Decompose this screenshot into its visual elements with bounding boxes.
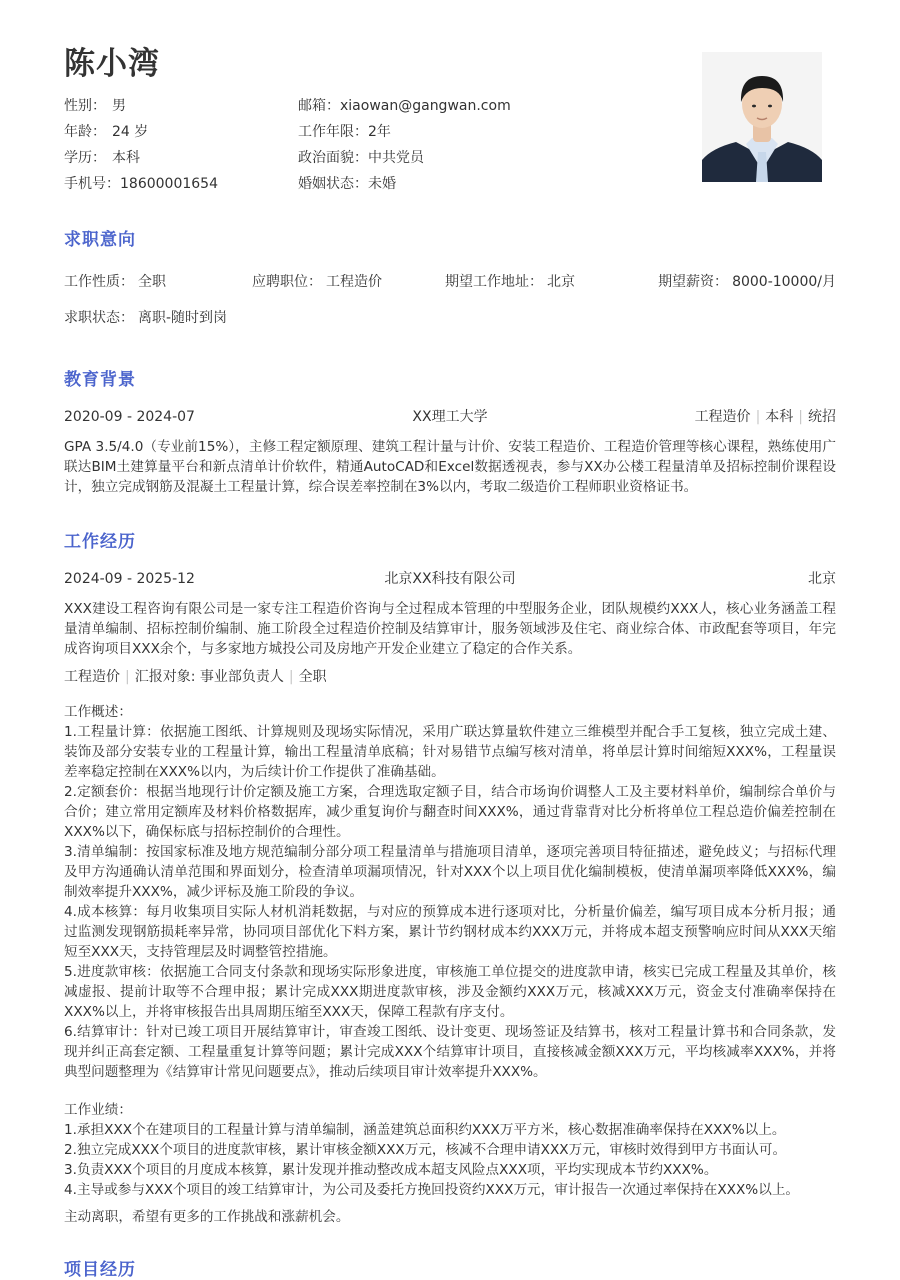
intent-type-label: 工作性质：: [64, 274, 134, 290]
email-field: [298, 93, 511, 119]
overview-item: 3.清单编制：按国家标准及地方规范编制分部分项工程量清单与措施项目清单，逐项完善项目特征描述，避免歧义；与招标代理及甲方沟通确认清单范围和界面划分，检查清单项漏项情况，针对XXX个以上项目优化编制模板，使清单漏项率降低XXX%，编制效率提升XXX%，减少评标及施工阶段的争议。: [64, 844, 836, 900]
work-tags: [64, 667, 836, 687]
intent-salary: [658, 271, 836, 293]
achievement-item: 1.承担XXX个在建项目的工程量计算与清单编制，涵盖建筑总面积约XXX万平方米，核心数据准确率保持在XXX%以上。: [64, 1122, 786, 1138]
email-value: xiaowan@gangwan.com: [340, 98, 511, 114]
intent-salary-value: 8000-10000/月: [732, 274, 836, 290]
phone-field: [64, 171, 218, 197]
work-role: 工程造价: [64, 669, 120, 685]
work-company: 北京XX科技有限公司: [384, 571, 516, 587]
divider: |: [755, 409, 761, 425]
intent-salary-label: 期望薪资：: [658, 274, 729, 290]
political-value: 中共党员: [368, 150, 424, 166]
intent-location-value: 北京: [547, 274, 575, 290]
intent-status: [64, 307, 227, 329]
info-row: [64, 171, 624, 197]
marital-value: 未婚: [368, 176, 396, 192]
email-label: 邮箱：: [298, 98, 340, 114]
company-intro: XXX建设工程咨询有限公司是一家专注工程造价咨询与全过程成本管理的中型服务企业，团队规模约XXX人，核心业务涵盖工程量清单编制、招标控制价编制、施工阶段全过程造价控制及结算审计，服务领域涉及住宅、商业综合体、市政配套等项目，年完成咨询项目XXX余个，与多家地方城投公司及房地产开发企业建立了稳定的合作关系。: [64, 601, 836, 657]
years-label: 工作年限：: [298, 124, 368, 140]
age-field: [64, 119, 148, 145]
avatar-illustration: [702, 52, 822, 182]
years-value: 2年: [368, 124, 391, 140]
achievements-label: 工作业绩：: [64, 1102, 132, 1118]
profile-photo: [702, 52, 822, 182]
overview-item: 6.结算审计：针对已竣工项目开展结算审计，审查竣工图纸、设计变更、现场签证及结算书，核对工程量计算书和合同条款，发现并纠正高套定额、工程量重复计算等问题；累计完成XXX个结算审计项目，直接核减金额XXX万元，平均核减率XXX%，并将典型问题整理为《结算审计常见问题要点》，推动后续项目审计效率提升XXX%。: [64, 1024, 836, 1080]
political-label: 政治面貌：: [298, 150, 368, 166]
work-section-title: 工作经历: [64, 532, 136, 552]
work-city: 北京: [808, 571, 836, 587]
info-row: [64, 93, 624, 119]
intent-position: [252, 271, 382, 293]
intent-status-value: 离职-随时到岗: [138, 310, 228, 326]
info-row: [64, 145, 624, 171]
marital-field: [298, 171, 396, 197]
intent-position-value: 工程造价: [326, 274, 382, 290]
info-row: [64, 119, 624, 145]
political-field: [298, 145, 424, 171]
gender-field: [64, 93, 126, 119]
personal-info: [64, 93, 624, 197]
overview-label: 工作概述：: [64, 704, 132, 720]
education-description: GPA 3.5/4.0（专业前15%），主修工程定额原理、建筑工程计量与计价、安装工程造价、工程造价管理等核心课程，熟练使用广联达BIM土建算量平台和新点清单计价软件，精通AutoCAD和Excel数据透视表，参与XX办公楼工程量清单及招标控制价课程设计，独立完成钢筋及混凝土工程量计算，综合误差率控制在3%以内，考取二级造价工程师职业资格证书。: [64, 439, 836, 495]
intent-location: [445, 271, 575, 293]
work-report: 汇报对象: 事业部负责人: [134, 669, 284, 685]
divider: |: [125, 669, 130, 685]
education-type: 统招: [808, 409, 836, 425]
overview-item: 5.进度款审核：依据施工合同支付条款和现场实际形象进度，审核施工单位提交的进度款申请，核实已完成工程量及其单价，核减虚报、提前计取等不合理申报；累计完成XXX期进度款审核，涉及金额约XXX万元，核减XXX万元，资金支付准确率保持在XXX%以上，并将审核报告出具周期压缩至XXX天，保障工程款有序支付。: [64, 964, 836, 1020]
gender-label: 性别：: [64, 98, 106, 114]
divider: |: [288, 669, 294, 685]
education-degree: 本科: [765, 409, 794, 425]
degree-value: 本科: [112, 150, 140, 166]
education-header-row: [64, 406, 836, 428]
phone-value: 18600001654: [120, 176, 218, 192]
education-tags: [695, 406, 836, 428]
degree-label: 学历：: [64, 150, 106, 166]
intent-section-title: 求职意向: [64, 230, 136, 250]
years-field: [298, 119, 391, 145]
projects-section-title: 项目经历: [64, 1260, 136, 1280]
education-section-title: 教育背景: [64, 370, 136, 390]
intent-row: [64, 307, 836, 329]
overview-item: 2.定额套价：根据当地现行计价定额及施工方案，合理选取定额子目，结合市场询价调整人工及主要材料单价，编制综合单价与合价；建立常用定额库及材料价格数据库，减少重复询价与翻查时间XXX%，通过背靠背对比分析将单位工程总造价偏差控制在XXX%以下，确保标底与招标控制价的合理性。: [64, 784, 836, 840]
work-job-type: 全职: [298, 669, 327, 685]
work-period: 2024-09 - 2025-12: [64, 571, 195, 587]
education-period: 2020-09 - 2024-07: [64, 409, 195, 425]
achievement-item: 3.负责XXX个项目的月度成本核算，累计发现并推动整改成本超支风险点XXX项，平均实现成本节约XXX%。: [64, 1162, 718, 1178]
education-school: XX理工大学: [412, 409, 488, 425]
overview-item: 1.工程量计算：依据施工图纸、计算规则及现场实际情况，采用广联达算量软件建立三维模型并配合手工复核，独立完成土建、装饰及部分安装专业的工程量计算，输出工程量清单底稿；针对易错节点编写核对清单，将单层计算时间缩短XXX%，工程量误差率稳定控制在XXX%以内，为后续计价工作提供了准确基础。: [64, 724, 836, 780]
candidate-name: 陈小湾: [64, 46, 160, 82]
work-header-row: [64, 568, 836, 590]
phone-label: 手机号：: [64, 176, 120, 192]
age-label: 年龄：: [64, 124, 106, 140]
overview-item: 4.成本核算：每月收集项目实际人材机消耗数据，与对应的预算成本进行逐项对比，分析量价偏差，编写项目成本分析月报；通过监测发现钢筋损耗率异常，协同项目部优化下料方案，累计节约钢材成本约XXX万元，并将成本超支预警响应时间从XXX天缩短至XXX天，支持管理层及时调整管控措施。: [64, 904, 836, 960]
intent-status-label: 求职状态：: [64, 310, 134, 326]
age-value: 24 岁: [112, 124, 149, 140]
intent-position-label: 应聘职位：: [252, 274, 322, 290]
intent-type-value: 全职: [138, 274, 166, 290]
intent-type: [64, 271, 166, 293]
intent-row: [64, 271, 836, 293]
leave-reason: 主动离职，希望有更多的工作挑战和涨薪机会。: [64, 1209, 350, 1225]
intent-location-label: 期望工作地址：: [445, 274, 543, 290]
gender-value: 男: [112, 98, 126, 114]
marital-label: 婚姻状态：: [298, 176, 368, 192]
degree-field: [64, 145, 140, 171]
divider: |: [798, 409, 803, 425]
achievement-item: 2.独立完成XXX个项目的进度款审核，累计审核金额XXX万元，核减不合理申请XXX万元，审核时效得到甲方书面认可。: [64, 1142, 787, 1158]
achievement-item: 4.主导或参与XXX个项目的竣工结算审计，为公司及委托方挽回投资约XXX万元，审计报告一次通过率保持在XXX%以上。: [64, 1182, 800, 1198]
education-major: 工程造价: [694, 409, 751, 425]
